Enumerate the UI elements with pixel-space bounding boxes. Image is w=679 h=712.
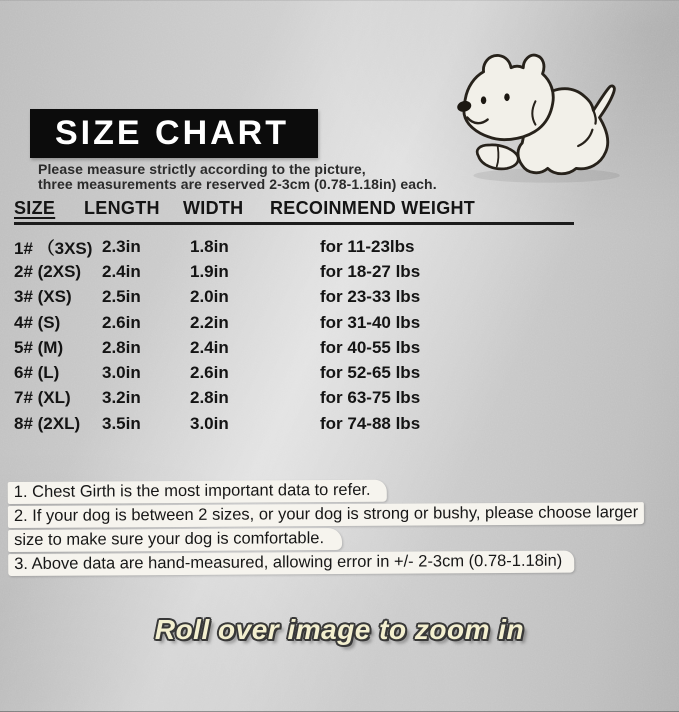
cell-length: 2.5in (102, 287, 141, 307)
cell-length: 2.4in (102, 261, 141, 281)
cell-width: 1.9in (190, 261, 229, 281)
cell-size: 7# (XL) (14, 388, 71, 408)
measure-instructions-line1: Please measure strictly according to the picture, (38, 161, 366, 177)
note-line: 3. Above data are hand-measured, allowing error in +/- 2-3cm (0.78-1.18in) (8, 551, 574, 576)
table-row (14, 234, 654, 259)
cell-size: 8# (2XL) (14, 413, 81, 433)
measure-instructions (38, 162, 437, 192)
cell-length: 3.5in (102, 413, 141, 433)
cell-width: 2.2in (190, 312, 229, 332)
cell-weight: for 18-27 lbs (320, 261, 421, 281)
size-chart-title (30, 109, 318, 158)
size-table-header (14, 198, 574, 225)
cell-weight: for 31-40 lbs (320, 312, 421, 332)
cell-width: 1.8in (190, 236, 229, 256)
measure-instructions-line2: three measurements are reserved 2-3cm (0.78-1.18in) each. (38, 176, 437, 192)
cell-size: 6# (L) (14, 363, 60, 383)
cell-length: 3.0in (102, 363, 141, 383)
cell-size: 5# (M) (14, 337, 64, 357)
cell-weight: for 11-23lbs (320, 236, 415, 256)
cell-width: 3.0in (190, 413, 229, 433)
table-row (14, 310, 654, 335)
cell-weight: for 40-55 lbs (320, 337, 421, 357)
cell-length: 3.2in (102, 388, 141, 408)
table-row (14, 411, 654, 436)
col-header-length: LENGTH (84, 198, 160, 218)
cell-width: 2.0in (190, 287, 229, 307)
cell-width: 2.4in (190, 337, 229, 357)
table-row (14, 285, 654, 310)
cell-weight: for 23-33 lbs (320, 287, 421, 307)
cell-size: 2# (2XS) (14, 261, 82, 281)
notes (8, 478, 679, 578)
size-table-body (14, 234, 654, 436)
col-header-weight: RECOINMEND WEIGHT (270, 198, 476, 218)
cell-weight: for 52-65 lbs (320, 363, 421, 383)
note-line: 2. If your dog is between 2 sizes, or your dog is strong or bushy, please choose larger (8, 502, 644, 528)
table-row (14, 360, 654, 385)
col-header-size: SIZE (14, 198, 56, 218)
table-row (14, 386, 654, 411)
dog-illustration (450, 46, 628, 184)
cell-width: 2.6in (190, 363, 229, 383)
table-row (14, 335, 654, 360)
table-row (14, 259, 654, 284)
cell-width: 2.8in (190, 388, 229, 408)
cell-weight: for 74-88 lbs (320, 413, 421, 433)
cell-length: 2.8in (102, 337, 141, 357)
cell-size: 4# (S) (14, 312, 61, 332)
cell-length: 2.3in (102, 236, 141, 256)
cell-size: 3# (XS) (14, 287, 72, 307)
note-line: size to make sure your dog is comfortable. (8, 528, 342, 552)
cell-size: 1# （3XS) (14, 239, 93, 259)
col-header-width: WIDTH (183, 198, 244, 218)
cell-weight: for 63-75 lbs (320, 388, 421, 408)
note-line: 1. Chest Girth is the most important data to refer. (8, 480, 387, 504)
cell-length: 2.6in (102, 312, 141, 332)
size-chart-title-text: SIZE CHART (55, 114, 289, 152)
zoom-hint: Roll over image to zoom in (154, 614, 525, 645)
